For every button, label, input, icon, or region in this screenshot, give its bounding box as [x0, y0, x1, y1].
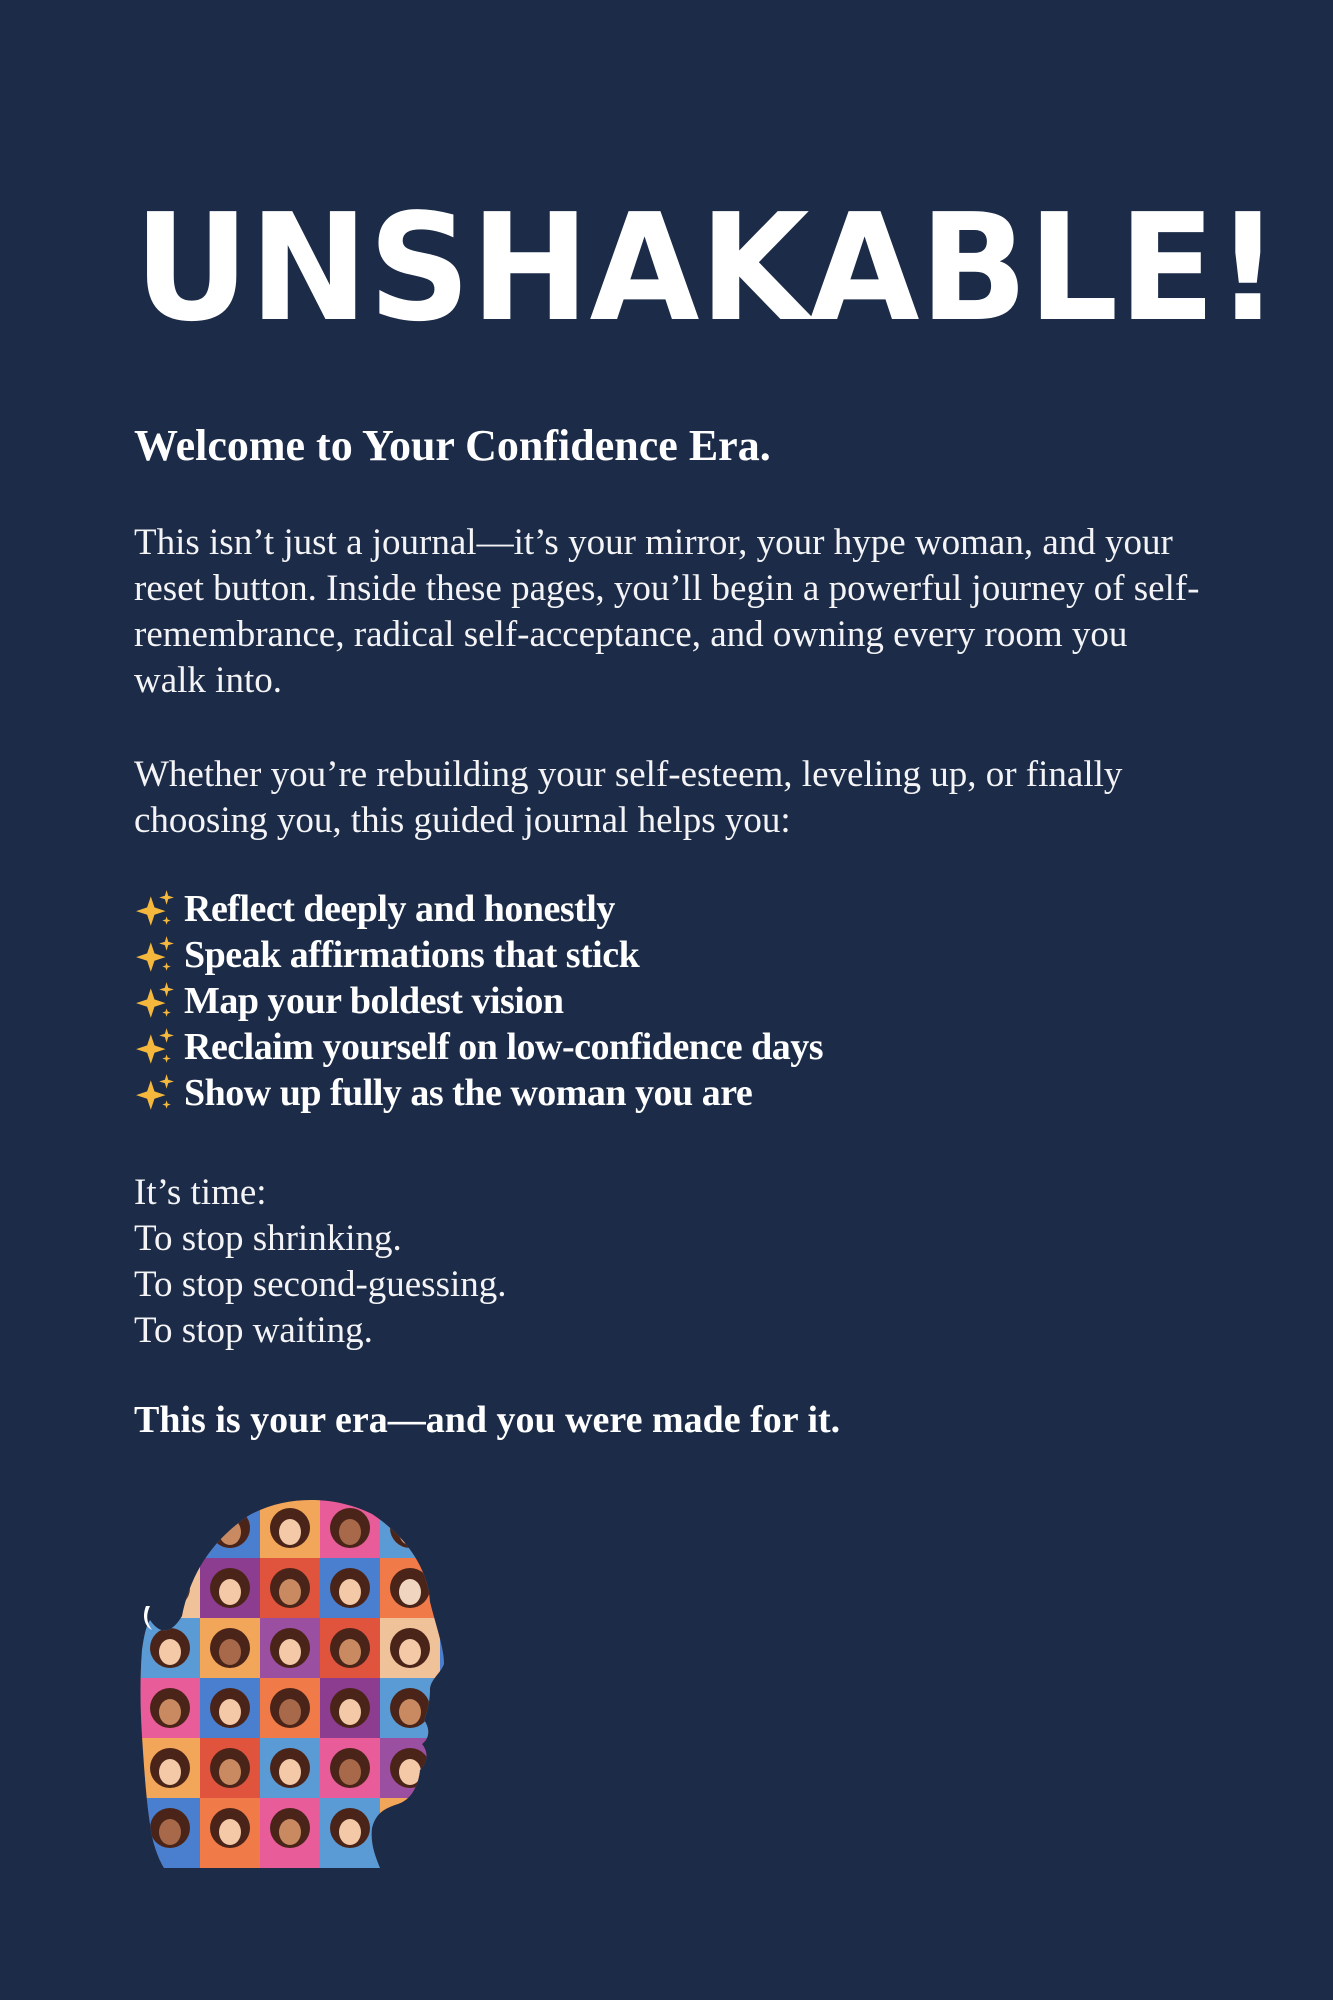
benefit-item [134, 1024, 823, 1070]
closing-line: To stop second-guessing. [134, 1264, 507, 1305]
final-statement: This is your era—and you were made for it. [134, 1399, 841, 1441]
closing-line: To stop waiting. [134, 1310, 373, 1351]
intro-paragraph: This isn’t just a journal—it’s your mirror, your hype woman, and your reset button. Inside these pages, you’ll begin a powerful journey of self-remembrance, radical self-acceptance, and owning every room you walk into. [134, 522, 1200, 701]
benefit-text: Reflect deeply and honestly [184, 888, 615, 930]
lead-paragraph: Whether you’re rebuilding your self-esteem, leveling up, or finally choosing you, this guided journal helps you: [134, 754, 1123, 841]
book-title: UNSHAKABLE! [134, 182, 1281, 354]
closing-line: It’s time: [134, 1172, 267, 1213]
benefit-text: Map your boldest vision [184, 980, 564, 1022]
benefit-text: Speak affirmations that stick [184, 934, 640, 976]
sparkles-icon [134, 1072, 176, 1114]
woman-silhouette-illustration [140, 1498, 470, 1868]
benefits-list [134, 886, 823, 1116]
welcome-heading: Welcome to Your Confidence Era. [134, 421, 771, 470]
sparkles-icon [134, 1026, 176, 1068]
closing-lines [134, 1170, 507, 1354]
benefit-item [134, 932, 823, 978]
sparkles-icon [134, 980, 176, 1022]
benefit-item [134, 886, 823, 932]
sparkles-icon [134, 888, 176, 930]
sparkles-icon [134, 934, 176, 976]
benefit-text: Reclaim yourself on low-confidence days [184, 1026, 824, 1068]
benefit-item [134, 1070, 823, 1116]
benefit-item [134, 978, 823, 1024]
closing-line: To stop shrinking. [134, 1218, 402, 1259]
benefit-text: Show up fully as the woman you are [184, 1072, 753, 1114]
